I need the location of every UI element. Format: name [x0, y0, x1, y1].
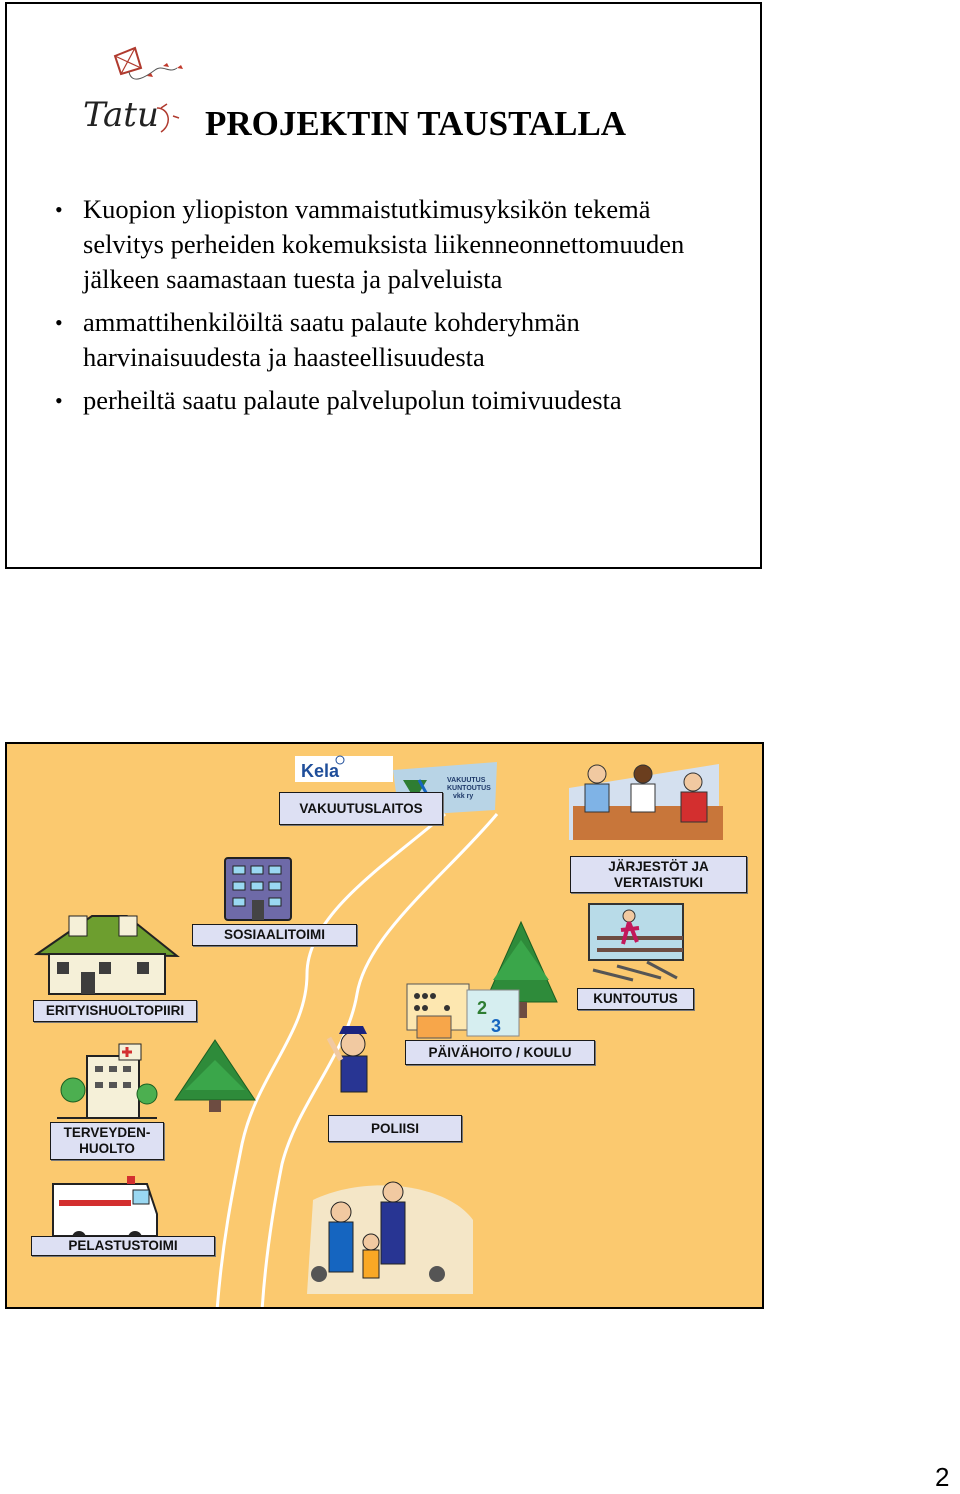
slide-2-service-map: [5, 742, 764, 1309]
house-icon: [37, 916, 177, 994]
list-item: • perheiltä saatu palaute palvelupolun toimivuudesta: [55, 383, 735, 418]
label-paivahoito-koulu: PÄIVÄHOITO / KOULU: [405, 1040, 595, 1065]
tatu-kite-logo: [77, 46, 192, 146]
page-title: PROJEKTIN TAUSTALLA: [205, 104, 627, 143]
label-pelastustoimi: PELASTUSTOIMI: [31, 1236, 215, 1256]
meeting-people-icon: [569, 764, 723, 840]
svg-text:Kela: Kela: [301, 761, 340, 781]
svg-text:3: 3: [491, 1016, 502, 1036]
office-building-icon: [225, 858, 291, 920]
service-map-illustration: [7, 744, 764, 1309]
logo-text: Tatu: [83, 95, 159, 135]
kela-logo: [295, 756, 393, 782]
page-number: 2: [935, 1462, 950, 1492]
svg-text:VAKUUTUS: VAKUUTUS: [447, 777, 486, 784]
rehabilitation-icon: [589, 904, 683, 980]
label-terveydenhuolto: TERVEYDEN- HUOLTO: [50, 1122, 164, 1160]
police-officer-icon: [329, 1026, 367, 1092]
bullet-list: [55, 192, 735, 426]
family-icon: [307, 1182, 473, 1294]
bullet-icon: •: [55, 388, 63, 413]
hospital-icon: [57, 1044, 157, 1118]
svg-text:2: 2: [477, 998, 488, 1018]
svg-text:KUNTOUTUS: KUNTOUTUS: [447, 785, 491, 792]
bullet-icon: •: [55, 197, 63, 222]
label-sosiaalitoimi: SOSIAALITOIMI: [192, 924, 357, 946]
label-erityishuoltopiiri: ERITYISHUOLTOPIIRI: [33, 1000, 197, 1022]
label-poliisi: POLIISI: [328, 1115, 462, 1142]
list-item: • ammattihenkilöiltä saatu palaute kohderyhmän harvinaisuudesta ja haasteellisuudesta: [55, 307, 580, 372]
bullet-icon: •: [55, 310, 63, 335]
abacus-numbers-icon: [407, 984, 519, 1038]
fir-tree-icon: [175, 1040, 255, 1112]
list-item: • Kuopion yliopiston vammaistutkimusyksikön tekemä selvitys perheiden kokemuksista liikenneonnettomuuden jälkeen saamastaan tuesta ja palveluista: [55, 194, 685, 294]
label-vakuutuslaitos: VAKUUTUSLAITOS: [279, 792, 443, 825]
slide-1: [5, 2, 762, 569]
label-jarjestot-vertaistuki: JÄRJESTÖT JA VERTAISTUKI: [570, 856, 747, 893]
label-kuntoutus: KUNTOUTUS: [577, 988, 694, 1010]
svg-text:vkk ry: vkk ry: [453, 793, 474, 800]
ambulance-icon: [53, 1176, 157, 1245]
